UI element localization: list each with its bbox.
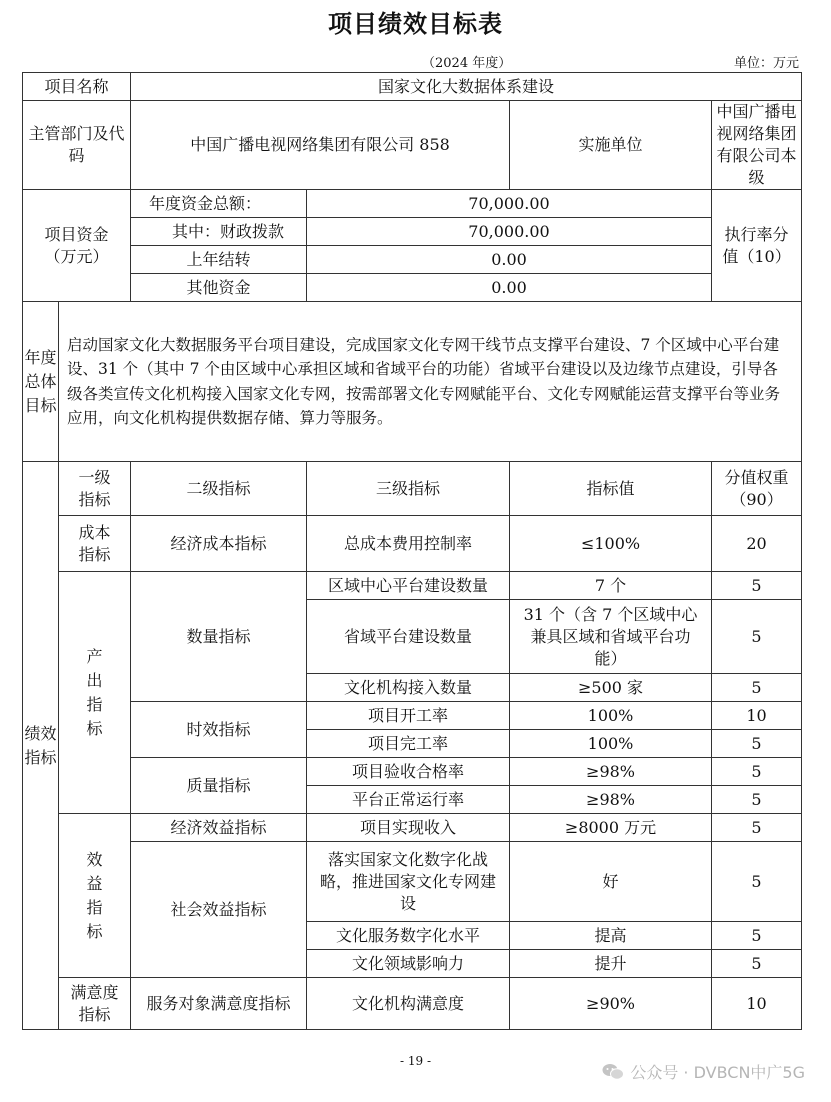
funds-total-value: 70,000.00 — [307, 190, 712, 218]
table-row-name: 文化机构接入数量 — [307, 674, 510, 702]
funds-fiscal-label: 其中：财政拨款 — [131, 218, 307, 246]
cost-level1: 成本指标 — [59, 516, 131, 572]
indicators-label: 绩效指标 — [23, 462, 59, 1030]
funds-total-label: 年度资金总额： — [131, 190, 307, 218]
satisfaction-level1: 满意度指标 — [59, 978, 131, 1030]
table-row-weight: 5 — [712, 758, 802, 786]
table-row-weight: 5 — [712, 922, 802, 950]
header-level3: 三级指标 — [307, 462, 510, 516]
table-row-value: 好 — [510, 842, 712, 922]
table-row-weight: 10 — [712, 978, 802, 1030]
table-row-weight: 5 — [712, 730, 802, 758]
quantity-level2: 数量指标 — [131, 572, 307, 702]
output-level1: 产出指标 — [59, 572, 131, 814]
project-name-value: 国家文化大数据体系建设 — [131, 73, 802, 101]
satisfaction-level2: 服务对象满意度指标 — [131, 978, 307, 1030]
table-row-name: 总成本费用控制率 — [307, 516, 510, 572]
table-row-name: 项目实现收入 — [307, 814, 510, 842]
funds-carryover-label: 上年结转 — [131, 246, 307, 274]
table-row-name: 区域中心平台建设数量 — [307, 572, 510, 600]
table-row-weight: 5 — [712, 674, 802, 702]
table-row-value: 100% — [510, 730, 712, 758]
benefit-level1: 效益指标 — [59, 814, 131, 978]
table-row-value: 7 个 — [510, 572, 712, 600]
table-row-name: 项目验收合格率 — [307, 758, 510, 786]
table-row-value: 100% — [510, 702, 712, 730]
execution-rate-label: 执行率分值（10） — [712, 190, 802, 302]
page-number: - 19 - — [399, 1054, 431, 1068]
economic-level2: 经济效益指标 — [131, 814, 307, 842]
watermark-text: 公众号 · DVBCN中广5G — [630, 1063, 805, 1082]
annual-goal-label: 年度总体目标 — [23, 302, 59, 462]
table-row-name: 项目完工率 — [307, 730, 510, 758]
table-row-name: 省域平台建设数量 — [307, 600, 510, 674]
header-value: 指标值 — [510, 462, 712, 516]
performance-table — [22, 72, 802, 1030]
table-row-weight: 5 — [712, 814, 802, 842]
table-row-value: ≥8000 万元 — [510, 814, 712, 842]
page-title: 项目绩效目标表 — [328, 9, 503, 38]
social-level2: 社会效益指标 — [131, 842, 307, 978]
timeliness-level2: 时效指标 — [131, 702, 307, 758]
header-level2: 二级指标 — [131, 462, 307, 516]
table-row-value: 提升 — [510, 950, 712, 978]
cost-level2: 经济成本指标 — [131, 516, 307, 572]
fiscal-year: （2024 年度） — [422, 56, 512, 71]
funds-fiscal-value: 70,000.00 — [307, 218, 712, 246]
table-row-value: ≥90% — [510, 978, 712, 1030]
impl-value: 中国广播电视网络集团有限公司本级 — [712, 101, 802, 190]
quality-level2: 质量指标 — [131, 758, 307, 814]
table-row-name: 文化服务数字化水平 — [307, 922, 510, 950]
table-row-weight: 5 — [712, 950, 802, 978]
table-row-value: ≤100% — [510, 516, 712, 572]
table-row-value: ≥98% — [510, 786, 712, 814]
header-weight: 分值权重（90） — [712, 462, 802, 516]
watermark — [602, 1060, 805, 1083]
table-row-weight: 5 — [712, 786, 802, 814]
table-row-value: 31 个（含 7 个区域中心兼具区域和省域平台功能） — [510, 600, 712, 674]
table-row-name: 平台正常运行率 — [307, 786, 510, 814]
table-row-value: ≥98% — [510, 758, 712, 786]
annual-goal-text: 启动国家文化大数据服务平台项目建设，完成国家文化专网干线节点支撑平台建设、7 个区域中心平台建设、31 个（其中 7 个由区域中心承担区域和省域平台的功能）省域平台建设以及边缘节点建设，引导各级各类宣传文化机构接入国家文化专网，按需部署文化专网赋能平台、文化专网赋能运营支撑平台等业务应用，向文化机构提供数据存储、算力等服务。 — [59, 302, 802, 462]
header-level1: 一级指标 — [59, 462, 131, 516]
table-row-weight: 10 — [712, 702, 802, 730]
funds-other-label: 其他资金 — [131, 274, 307, 302]
impl-label: 实施单位 — [510, 101, 712, 190]
wechat-icon — [602, 1063, 624, 1081]
dept-value: 中国广播电视网络集团有限公司 858 — [131, 101, 510, 190]
funds-label: 项目资金（万元） — [23, 190, 131, 302]
funds-carryover-value: 0.00 — [307, 246, 712, 274]
table-row-value: 提高 — [510, 922, 712, 950]
table-row-value: ≥500 家 — [510, 674, 712, 702]
table-row-weight: 5 — [712, 600, 802, 674]
table-row-name: 文化机构满意度 — [307, 978, 510, 1030]
table-row-weight: 5 — [712, 842, 802, 922]
dept-label: 主管部门及代码 — [23, 101, 131, 190]
table-row-name: 文化领域影响力 — [307, 950, 510, 978]
table-row-weight: 5 — [712, 572, 802, 600]
table-row-name: 项目开工率 — [307, 702, 510, 730]
table-row-name: 落实国家文化数字化战略，推进国家文化专网建设 — [307, 842, 510, 922]
table-row-weight: 20 — [712, 516, 802, 572]
project-name-label: 项目名称 — [23, 73, 131, 101]
funds-other-value: 0.00 — [307, 274, 712, 302]
currency-unit: 单位：万元 — [733, 56, 799, 71]
